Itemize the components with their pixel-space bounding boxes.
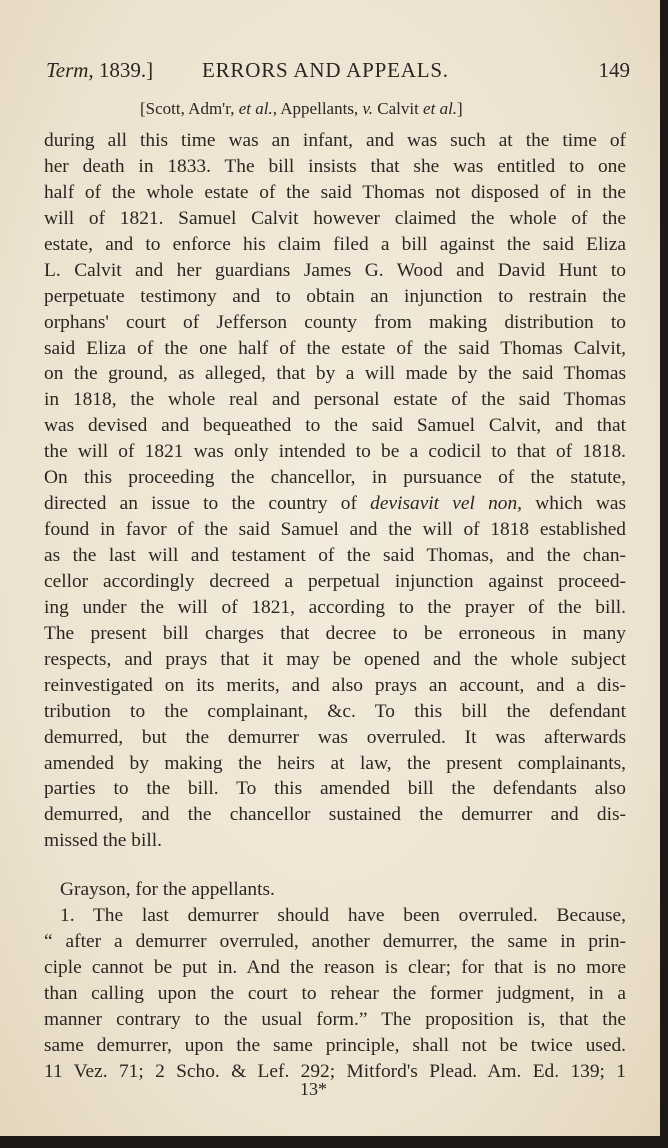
header-title: ERRORS AND APPEALS.: [202, 58, 449, 82]
page-number: 149: [598, 58, 630, 82]
argument-line: “ after a demurrer overruled, another demurrer, the same in prin-: [44, 931, 626, 953]
text-line: in 1818, the whole real and personal estate of the said Thomas: [44, 389, 626, 411]
argument-line: manner contrary to the usual form.” The proposition is, that the: [44, 1008, 626, 1030]
text-line: perpetuate testimony and to obtain an injunction to restrain the: [44, 285, 626, 307]
text-line: half of the whole estate of the said Thomas not disposed of in the: [44, 181, 626, 203]
text-line: On this proceeding the chancellor, in pursuance of the statute,: [44, 467, 626, 489]
text-line: L. Calvit and her guardians James G. Wood and David Hunt to: [44, 259, 626, 281]
text-line: was devised and bequeathed to the said Samuel Calvit, and that: [44, 415, 626, 437]
text-line: said Eliza of the one half of the estate of the said Thomas Calvit,: [44, 337, 626, 359]
text-line: will of 1821. Samuel Calvit however claimed the whole of the: [44, 207, 626, 229]
text-line: demurred, and the chancellor sustained the demurrer and dis-: [44, 804, 626, 826]
argument-line: 1. The last demurrer should have been overruled. Because,: [60, 905, 626, 927]
body-text: [44, 128, 626, 1085]
signature-mark: 13*: [300, 1079, 327, 1099]
text-line: during all this time was an infant, and was such at the time of: [44, 130, 626, 151]
text-line: found in favor of the said Samuel and the will of 1818 established: [44, 519, 626, 541]
argument-line: than calling upon the court to rehear the former judgment, in a: [44, 983, 626, 1004]
latin-phrase: devisavit vel non,: [370, 493, 523, 515]
text-line: the will of 1821 was only intended to be a codicil to that of 1818.: [44, 441, 626, 463]
argument-line: same demurrer, upon the same principle, shall not be twice used.: [44, 1034, 626, 1056]
counsel-line: Grayson, for the appellants.: [60, 879, 275, 901]
text-line: estate, and to enforce his claim filed a bill against the said Eliza: [44, 233, 626, 255]
text-line: cellor accordingly decreed a perpetual injunction against proceed-: [44, 570, 626, 592]
text-line: parties to the bill. To this amended bill the defendants also: [44, 778, 626, 800]
text-line: ing under the will of 1821, according to the prayer of the bill.: [44, 596, 626, 618]
text-line-issue: directed an issue to the country of devisavit vel non, which was: [44, 493, 626, 515]
argument-line: 11 Vez. 71; 2 Scho. & Lef. 292; Mitford's Plead. Am. Ed. 139; 1: [44, 1060, 626, 1082]
text-line: on the ground, as alleged, that by a will made by the said Thomas: [44, 363, 626, 385]
header-term: Term, 1839.]: [46, 58, 154, 82]
text-line: as the last will and testament of the said Thomas, and the chan-: [44, 545, 626, 566]
text-line: The present bill charges that decree to be erroneous in many: [44, 622, 626, 644]
text-line: respects, and prays that it may be opened and the whole subject: [44, 648, 626, 670]
text-line: amended by making the heirs at law, the present complainants,: [44, 752, 626, 774]
text-line: demurred, but the demurrer was overruled. It was afterwards: [44, 726, 626, 748]
paragraph-gap: [44, 854, 626, 877]
argument-line: ciple cannot be put in. And the reason is clear; for that is no more: [44, 957, 626, 979]
text-line: her death in 1833. The bill insists that she was entitled to one: [44, 155, 626, 177]
text-line: tribution to the complainant, &c. To this bill the defendant: [44, 700, 626, 722]
text-line: missed the bill.: [44, 830, 162, 852]
text-line: orphans' court of Jefferson county from making distribution to: [44, 311, 626, 333]
running-header: [46, 58, 630, 88]
text-line: reinvestigated on its merits, and also prays an account, and a dis-: [44, 674, 626, 696]
case-caption: [Scott, Adm'r, et al., Appellants, v. Calvit et al.]: [140, 99, 463, 118]
